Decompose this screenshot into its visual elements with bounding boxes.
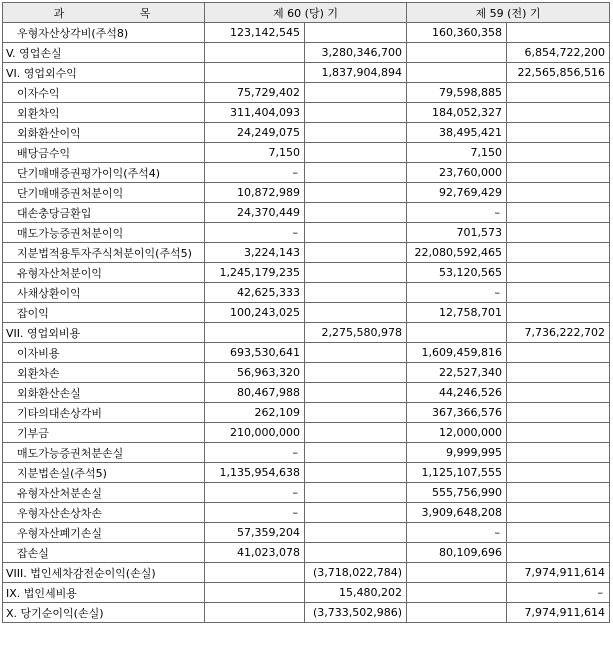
current-total-amount: 1,837,904,894 <box>305 63 407 83</box>
prior-total-amount <box>507 443 610 463</box>
prior-total-amount <box>507 523 610 543</box>
account-label: 배당금수익 <box>3 143 205 163</box>
table-row <box>3 243 610 263</box>
current-detail-amount: 7,150 <box>205 143 305 163</box>
current-total-amount <box>305 123 407 143</box>
account-label: 외화환산손실 <box>3 383 205 403</box>
current-detail-amount: 1,135,954,638 <box>205 463 305 483</box>
current-total-amount: (3,733,502,986) <box>305 603 407 623</box>
current-detail-amount <box>205 323 305 343</box>
current-detail-amount: 24,249,075 <box>205 123 305 143</box>
account-label: 유형자산처분이익 <box>3 263 205 283</box>
table-row <box>3 263 610 283</box>
account-label: 대손충당금환입 <box>3 203 205 223</box>
prior-detail-amount: 44,246,526 <box>407 383 507 403</box>
current-total-amount <box>305 523 407 543</box>
account-label: 이자수익 <box>3 83 205 103</box>
prior-total-amount: 7,736,222,702 <box>507 323 610 343</box>
table-row <box>3 403 610 423</box>
prior-total-amount: 7,974,911,614 <box>507 563 610 583</box>
current-detail-amount: 42,625,333 <box>205 283 305 303</box>
prior-detail-amount: 1,125,107,555 <box>407 463 507 483</box>
account-label: 사채상환이익 <box>3 283 205 303</box>
account-label: IX. 법인세비용 <box>3 583 205 603</box>
prior-total-amount <box>507 223 610 243</box>
prior-detail-amount: 80,109,696 <box>407 543 507 563</box>
prior-detail-amount: 7,150 <box>407 143 507 163</box>
prior-total-amount <box>507 363 610 383</box>
table-row <box>3 163 610 183</box>
current-total-amount <box>305 183 407 203</box>
prior-total-amount <box>507 503 610 523</box>
prior-total-amount <box>507 203 610 223</box>
current-total-amount <box>305 303 407 323</box>
account-label: 단기매매증권평가이익(주석4) <box>3 163 205 183</box>
current-total-amount <box>305 503 407 523</box>
current-total-amount <box>305 463 407 483</box>
account-label: X. 당기순이익(손실) <box>3 603 205 623</box>
current-detail-amount: 311,404,093 <box>205 103 305 123</box>
current-detail-amount: 75,729,402 <box>205 83 305 103</box>
prior-detail-amount <box>407 43 507 63</box>
current-detail-amount: 1,245,179,235 <box>205 263 305 283</box>
prior-detail-amount: 3,909,648,208 <box>407 503 507 523</box>
prior-detail-amount <box>407 323 507 343</box>
table-row <box>3 323 610 343</box>
current-total-amount <box>305 103 407 123</box>
account-label: 외환차손 <box>3 363 205 383</box>
prior-total-amount <box>507 103 610 123</box>
prior-detail-amount: 23,760,000 <box>407 163 507 183</box>
table-row <box>3 543 610 563</box>
table-row <box>3 563 610 583</box>
prior-detail-amount: 12,758,701 <box>407 303 507 323</box>
table-row <box>3 583 610 603</box>
current-detail-amount: – <box>205 223 305 243</box>
current-total-amount <box>305 23 407 43</box>
prior-total-amount <box>507 23 610 43</box>
current-total-amount <box>305 163 407 183</box>
prior-detail-amount: 79,598,885 <box>407 83 507 103</box>
account-label: 이자비용 <box>3 343 205 363</box>
table-row <box>3 383 610 403</box>
prior-detail-amount <box>407 63 507 83</box>
prior-detail-amount: 555,756,990 <box>407 483 507 503</box>
current-total-amount: 15,480,202 <box>305 583 407 603</box>
account-label: VII. 영업외비용 <box>3 323 205 343</box>
prior-detail-amount: 701,573 <box>407 223 507 243</box>
current-total-amount <box>305 263 407 283</box>
current-detail-amount: 57,359,204 <box>205 523 305 543</box>
table-row <box>3 303 610 323</box>
table-row <box>3 363 610 383</box>
account-label: 외환차익 <box>3 103 205 123</box>
current-total-amount <box>305 423 407 443</box>
prior-total-amount: 6,854,722,200 <box>507 43 610 63</box>
current-detail-amount <box>205 563 305 583</box>
account-label: 기타의대손상각비 <box>3 403 205 423</box>
current-total-amount <box>305 283 407 303</box>
current-detail-amount: 56,963,320 <box>205 363 305 383</box>
table-row <box>3 603 610 623</box>
account-column-header: 과 목 <box>3 3 205 23</box>
current-detail-amount: 693,530,641 <box>205 343 305 363</box>
prior-detail-amount: 38,495,421 <box>407 123 507 143</box>
table-row <box>3 123 610 143</box>
current-detail-amount: – <box>205 483 305 503</box>
account-label: 지분법손실(주석5) <box>3 463 205 483</box>
prior-total-amount <box>507 543 610 563</box>
prior-total-amount <box>507 143 610 163</box>
prior-detail-amount <box>407 583 507 603</box>
prior-detail-amount: – <box>407 203 507 223</box>
prior-total-amount <box>507 283 610 303</box>
account-label: 잡이익 <box>3 303 205 323</box>
account-label: 우형자산폐기손실 <box>3 523 205 543</box>
current-detail-amount: 3,224,143 <box>205 243 305 263</box>
prior-detail-amount: 160,360,358 <box>407 23 507 43</box>
prior-detail-amount: 1,609,459,816 <box>407 343 507 363</box>
prior-detail-amount: 184,052,327 <box>407 103 507 123</box>
current-total-amount <box>305 203 407 223</box>
current-total-amount <box>305 483 407 503</box>
account-label: 매도가능증권처분손실 <box>3 443 205 463</box>
prior-detail-amount: 22,080,592,465 <box>407 243 507 263</box>
table-row <box>3 223 610 243</box>
current-total-amount: (3,718,022,784) <box>305 563 407 583</box>
prior-detail-amount: – <box>407 523 507 543</box>
account-label: 잡손실 <box>3 543 205 563</box>
prior-detail-amount: 367,366,576 <box>407 403 507 423</box>
current-detail-amount <box>205 583 305 603</box>
current-total-amount <box>305 243 407 263</box>
account-label: VIII. 법인세차감전순이익(손실) <box>3 563 205 583</box>
current-total-amount <box>305 83 407 103</box>
current-detail-amount: 10,872,989 <box>205 183 305 203</box>
prior-detail-amount: – <box>407 283 507 303</box>
table-row <box>3 443 610 463</box>
prior-total-amount <box>507 423 610 443</box>
account-label: 유형자산처분손실 <box>3 483 205 503</box>
current-detail-amount <box>205 43 305 63</box>
current-detail-amount: 24,370,449 <box>205 203 305 223</box>
income-statement-table <box>2 2 610 623</box>
account-label: 우형자산손상차손 <box>3 503 205 523</box>
prior-total-amount <box>507 123 610 143</box>
current-total-amount <box>305 383 407 403</box>
income-statement <box>2 2 610 623</box>
current-detail-amount <box>205 603 305 623</box>
prior-total-amount: – <box>507 583 610 603</box>
current-total-amount <box>305 343 407 363</box>
table-row <box>3 43 610 63</box>
current-detail-amount: – <box>205 163 305 183</box>
prior-detail-amount: 22,527,340 <box>407 363 507 383</box>
current-total-amount <box>305 543 407 563</box>
prior-total-amount <box>507 183 610 203</box>
prior-total-amount <box>507 163 610 183</box>
table-row <box>3 103 610 123</box>
account-label: 기부금 <box>3 423 205 443</box>
account-label: 단기매매증권처분이익 <box>3 183 205 203</box>
prior-total-amount: 7,974,911,614 <box>507 603 610 623</box>
current-detail-amount <box>205 63 305 83</box>
prior-detail-amount <box>407 563 507 583</box>
table-row <box>3 23 610 43</box>
prior-total-amount <box>507 463 610 483</box>
prior-total-amount <box>507 263 610 283</box>
prior-period-header: 제 59 (전) 기 <box>407 3 610 23</box>
current-total-amount <box>305 143 407 163</box>
current-detail-amount: 262,109 <box>205 403 305 423</box>
prior-detail-amount: 53,120,565 <box>407 263 507 283</box>
table-row <box>3 203 610 223</box>
table-row <box>3 503 610 523</box>
prior-detail-amount <box>407 603 507 623</box>
prior-total-amount <box>507 303 610 323</box>
prior-total-amount <box>507 83 610 103</box>
current-detail-amount: – <box>205 503 305 523</box>
prior-detail-amount: 92,769,429 <box>407 183 507 203</box>
current-detail-amount: 41,023,078 <box>205 543 305 563</box>
prior-total-amount <box>507 343 610 363</box>
prior-total-amount <box>507 483 610 503</box>
current-total-amount <box>305 363 407 383</box>
current-detail-amount: 80,467,988 <box>205 383 305 403</box>
current-period-header: 제 60 (당) 기 <box>205 3 407 23</box>
account-label: 외화환산이익 <box>3 123 205 143</box>
account-label: 매도가능증권처분이익 <box>3 223 205 243</box>
current-total-amount <box>305 403 407 423</box>
table-row <box>3 63 610 83</box>
account-label: 우형자산상각비(주석8) <box>3 23 205 43</box>
table-row <box>3 343 610 363</box>
prior-detail-amount: 12,000,000 <box>407 423 507 443</box>
current-detail-amount: 210,000,000 <box>205 423 305 443</box>
account-label: 지분법적용투자주식처분이익(주석5) <box>3 243 205 263</box>
table-row <box>3 423 610 443</box>
prior-detail-amount: 9,999,995 <box>407 443 507 463</box>
table-row <box>3 183 610 203</box>
header-row <box>3 3 610 23</box>
current-total-amount <box>305 443 407 463</box>
current-total-amount: 2,275,580,978 <box>305 323 407 343</box>
current-total-amount <box>305 223 407 243</box>
current-detail-amount: – <box>205 443 305 463</box>
prior-total-amount <box>507 403 610 423</box>
table-row <box>3 463 610 483</box>
table-row <box>3 523 610 543</box>
prior-total-amount: 22,565,856,516 <box>507 63 610 83</box>
current-detail-amount: 123,142,545 <box>205 23 305 43</box>
table-row <box>3 483 610 503</box>
current-total-amount: 3,280,346,700 <box>305 43 407 63</box>
statement-body <box>3 23 610 623</box>
account-label: V. 영업손실 <box>3 43 205 63</box>
table-row <box>3 143 610 163</box>
table-row <box>3 83 610 103</box>
prior-total-amount <box>507 383 610 403</box>
current-detail-amount: 100,243,025 <box>205 303 305 323</box>
prior-total-amount <box>507 243 610 263</box>
account-label: VI. 영업외수익 <box>3 63 205 83</box>
table-row <box>3 283 610 303</box>
